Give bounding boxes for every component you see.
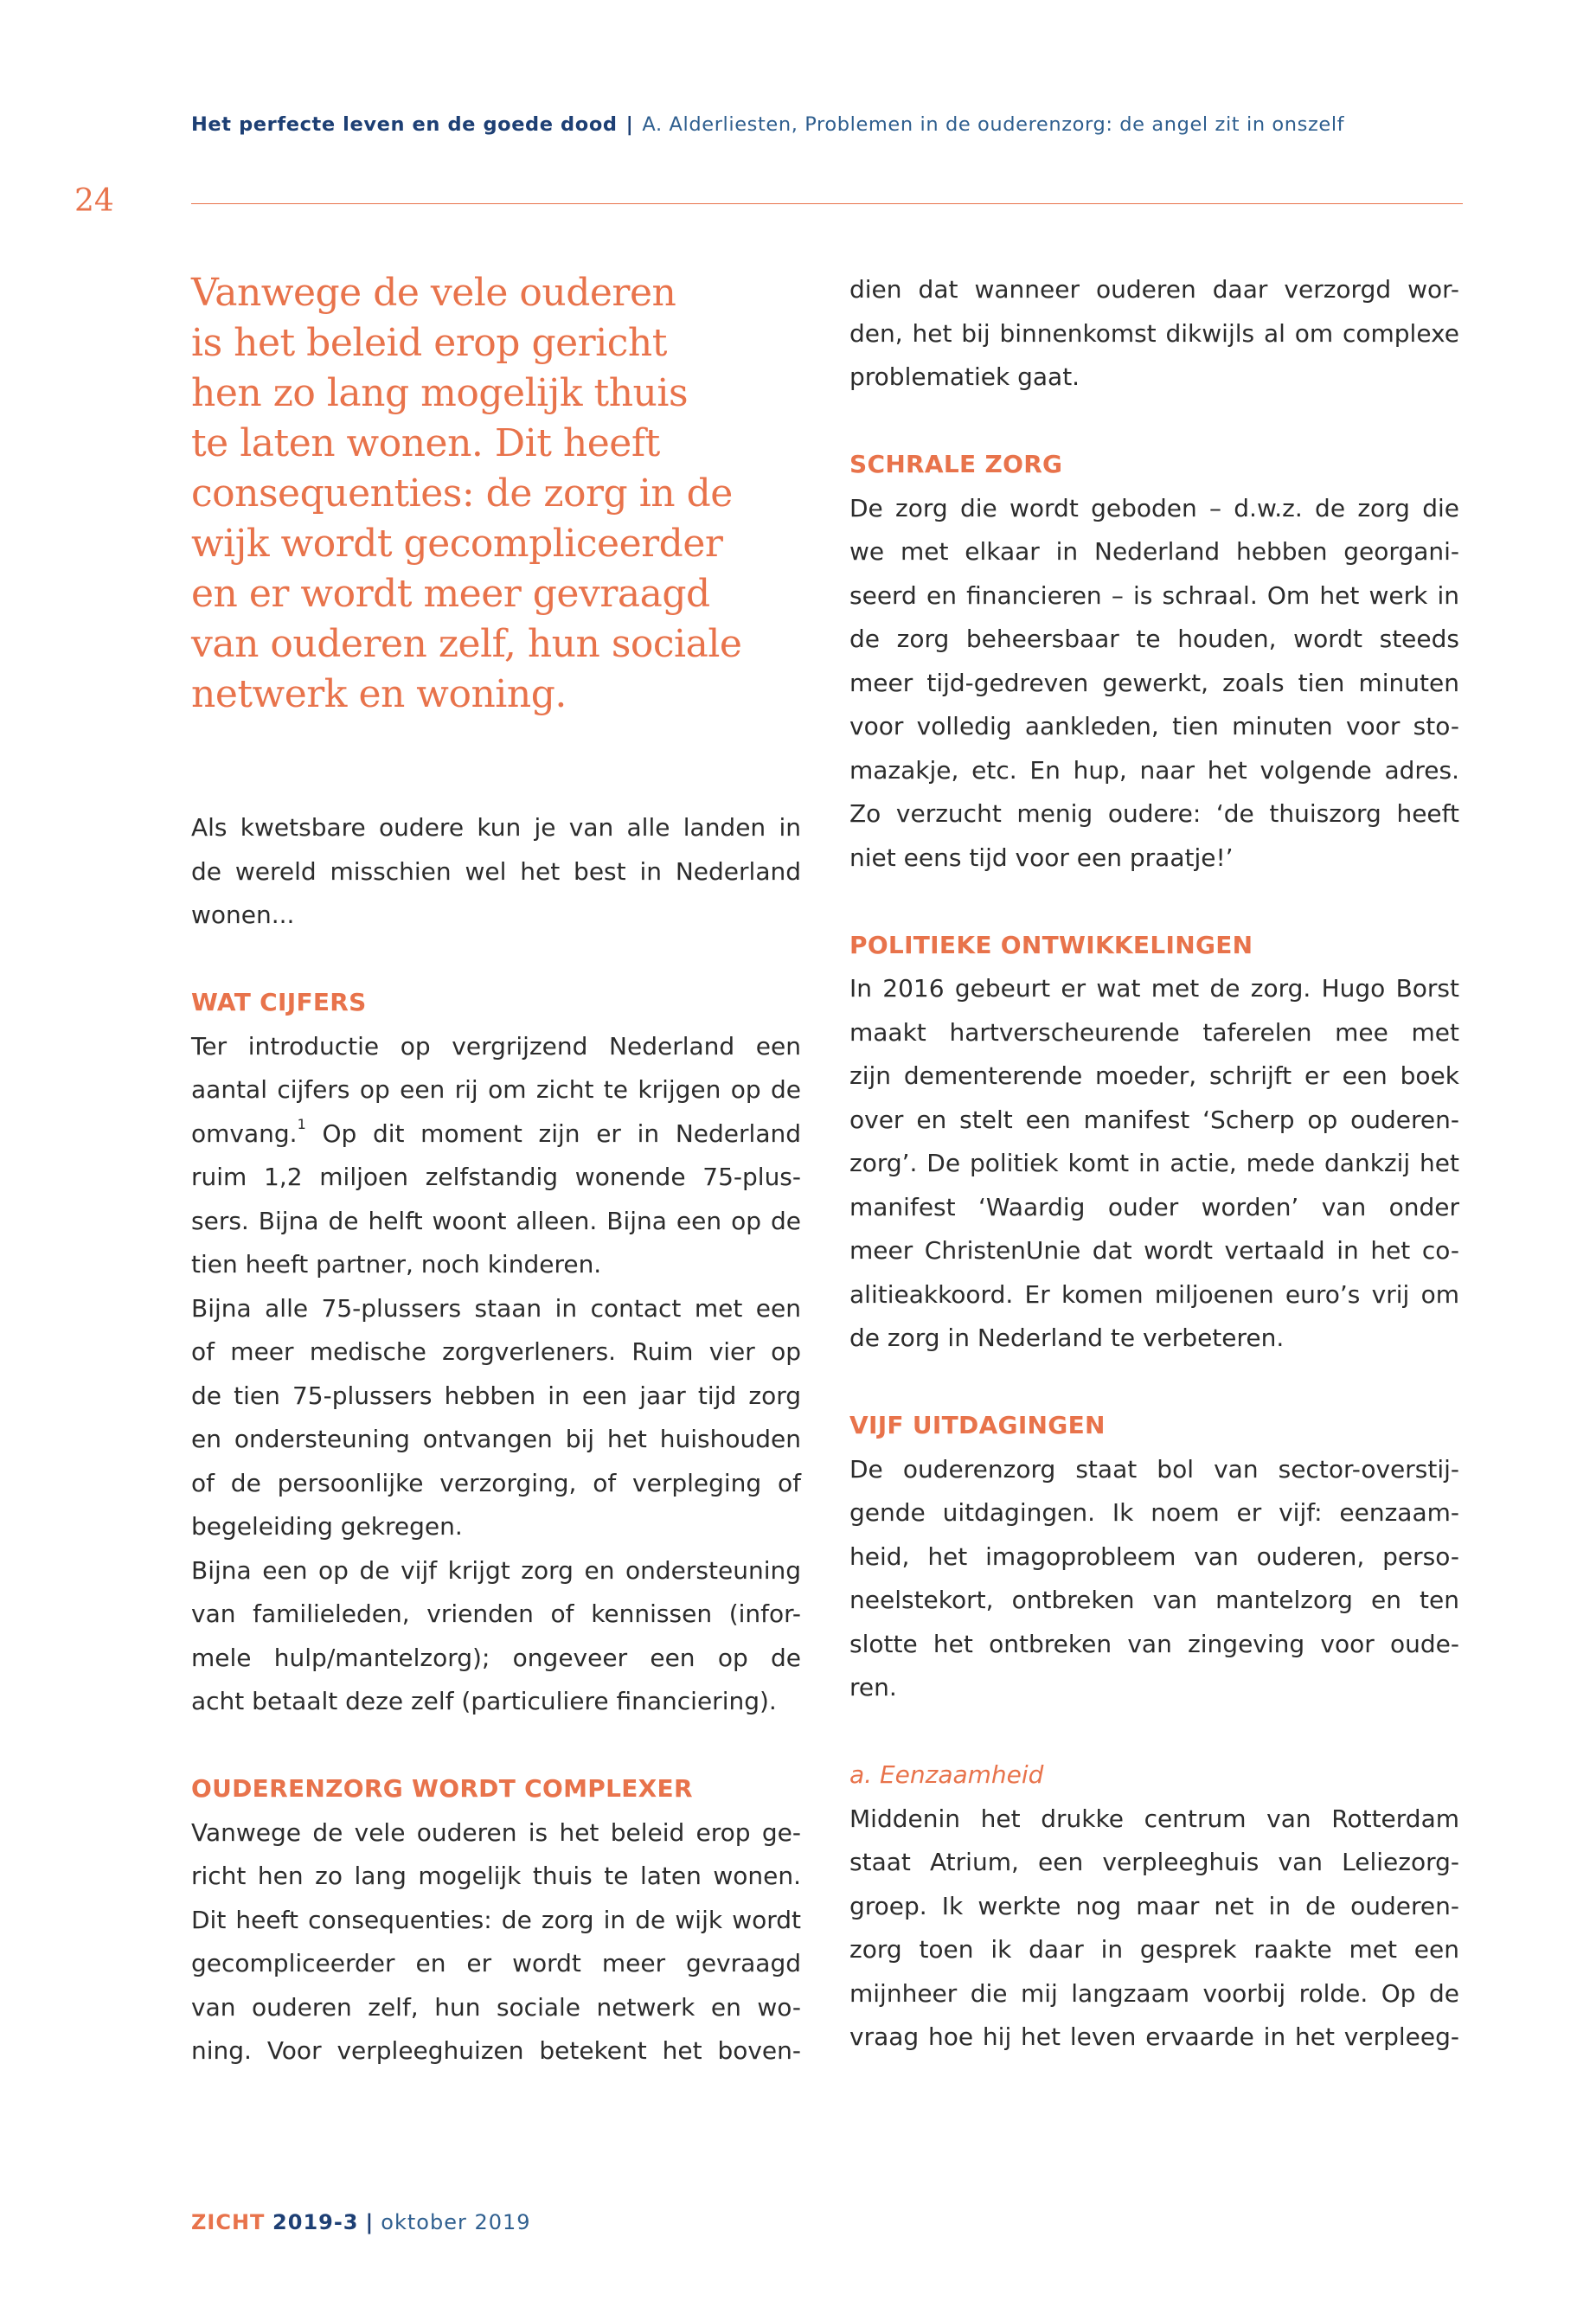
pullquote-line: netwerk en woning.: [191, 672, 567, 716]
footer-separator: |: [365, 2210, 375, 2234]
issue-number: 2019-3: [272, 2210, 359, 2234]
page-number: 24: [74, 183, 114, 219]
pullquote: [191, 268, 801, 720]
text-line: meer tijd-gedreven gewerkt, zoals tien minuten: [849, 668, 1459, 697]
left-column: [191, 268, 801, 2073]
text-line: van ouderen zelf, hun sociale netwerk en wo-: [191, 1992, 801, 2022]
header-separator: |: [625, 113, 634, 136]
text-line: alitieakkoord. Er komen miljoenen euro’s vrij om: [849, 1279, 1459, 1309]
pullquote-line: en er wordt meer gevraagd: [191, 572, 710, 616]
text-line: ren.: [849, 1673, 897, 1702]
pullquote-line: consequenties: de zorg in de: [191, 471, 733, 516]
text-line: zorg toen ik daar in gesprek raakte met een: [849, 1935, 1459, 1964]
text-line: of de persoonlijke verzorging, of verpleging of: [191, 1468, 801, 1497]
text-line: over en stelt een manifest ‘Scherp op ouderen-: [849, 1105, 1459, 1134]
wat-cijfers-paragraph-3: [191, 1549, 801, 1724]
text-line: Dit heeft consequenties: de zorg in de wijk wordt: [191, 1905, 801, 1934]
text-line: voor volledig aankleden, tien minuten voor sto-: [849, 712, 1459, 740]
text-line: sers. Bijna de helft woont alleen. Bijna een op de: [191, 1206, 801, 1235]
text-line: meer ChristenUnie dat wordt vertaald in het co-: [849, 1236, 1459, 1265]
text-line: wonen...: [191, 901, 295, 929]
text-line: of meer medische zorgverleners. Ruim vier op: [191, 1337, 801, 1366]
header-rule: [191, 203, 1463, 204]
issue-date: oktober 2019: [381, 2210, 531, 2234]
vijf-uitdagingen-paragraph: [849, 1448, 1459, 1710]
text-line: de zorg in Nederland te verbeteren.: [849, 1324, 1285, 1352]
pullquote-line: te laten wonen. Dit heeft: [191, 421, 660, 465]
text-line: zijn dementerende moeder, schrijft er een boek: [849, 1061, 1459, 1090]
text-line: gecompliceerder en er wordt meer gevraagd: [191, 1949, 801, 1977]
text-line: omvang.$^1$ Op dit moment zijn er in Nederland: [191, 1116, 801, 1148]
text-line: Vanwege de vele ouderen is het beleid erop ge-: [191, 1817, 801, 1847]
text-line: tien heeft partner, noch kinderen.: [191, 1250, 602, 1279]
text-line: maakt hartverscheurende taferelen mee met: [849, 1017, 1459, 1047]
text-line: heid, het imagoprobleem van ouderen, perso-: [849, 1541, 1459, 1571]
text-line: staat Atrium, een verpleeghuis van Leliezorg-: [849, 1848, 1459, 1876]
text-line: van familieleden, vrienden of kennissen (infor-: [191, 1599, 801, 1628]
wat-cijfers-paragraph-2: [191, 1287, 801, 1549]
text-line: vraag hoe hij het leven ervaarde in het verpleeg-: [849, 2022, 1459, 2051]
magazine-name: ZICHT: [191, 2210, 266, 2234]
text-line: zorg’. De politiek komt in actie, mede dankzij het: [849, 1149, 1459, 1177]
text-line: manifest ‘Waardig ouder worden’ van onder: [849, 1192, 1459, 1221]
text-line: de tien 75-plussers hebben in een jaar tijd zorg: [191, 1381, 801, 1410]
pullquote-line: van ouderen zelf, hun sociale: [191, 622, 742, 666]
text-line: Bijna een op de vijf krijgt zorg en ondersteuning: [191, 1555, 801, 1585]
text-line: ruim 1,2 miljoen zelfstandig wonende 75-plus-: [191, 1163, 801, 1191]
text-line: slotte het ontbreken van zingeving voor oude-: [849, 1629, 1459, 1658]
text-line: mijnheer die mij langzaam voorbij rolde. Op de: [849, 1978, 1459, 2008]
text-line: dien dat wanneer ouderen daar verzorgd wor-: [849, 275, 1459, 304]
text-line: seerd en financieren – is schraal. Om het werk in: [849, 580, 1459, 610]
pullquote-line: hen zo lang mogelijk thuis: [191, 371, 689, 415]
text-line: we met elkaar in Nederland hebben georgani-: [849, 537, 1459, 566]
eenzaamheid-paragraph: [849, 1798, 1459, 2060]
footnote-marker: 1: [297, 1116, 306, 1133]
text-line: Bijna alle 75-plussers staan in contact met een: [191, 1293, 801, 1323]
complexer-paragraph: [191, 1811, 801, 2073]
text-line: Als kwetsbare oudere kun je van alle landen in: [191, 813, 801, 842]
text-line: In 2016 gebeurt er wat met de zorg. Hugo Borst: [849, 974, 1459, 1003]
text-line: acht betaalt deze zelf (particuliere financiering).: [191, 1687, 777, 1715]
text-line: problematiek gaat.: [849, 362, 1080, 391]
pullquote-line: Vanwege de vele ouderen: [191, 271, 676, 315]
intro-paragraph: [191, 806, 801, 938]
text-line: de wereld misschien wel het best in Nederland: [191, 856, 801, 886]
text-line: mazakje, etc. En hup, naar het volgende adres.: [849, 755, 1459, 785]
text-line: Zo verzucht menig oudere: ‘de thuiszorg heeft: [849, 799, 1459, 828]
text-line: begeleiding gekregen.: [191, 1512, 463, 1541]
text-line: en ondersteuning ontvangen bij het huishouden: [191, 1425, 801, 1453]
text-line: De zorg die wordt geboden – d.w.z. de zorg die: [849, 493, 1459, 522]
pullquote-line: wijk wordt gecompliceerder: [191, 522, 723, 566]
text-line: den, het bij binnenkomst dikwijls al om complexe: [849, 318, 1459, 348]
page-footer: [191, 2210, 531, 2234]
article-subtitle: A. Alderliesten, Problemen in de ouderenzorg: de angel zit in onszelf: [642, 113, 1345, 136]
continuation-paragraph: [849, 268, 1459, 400]
text-line: aantal cijfers op een rij om zicht te krijgen op de: [191, 1075, 801, 1104]
section-heading-complexer: OUDERENZORG WORDT COMPLEXER: [191, 1774, 693, 1803]
section-heading-politieke: POLITIEKE ONTWIKKELINGEN: [849, 930, 1253, 959]
section-heading-schrale-zorg: SCHRALE ZORG: [849, 450, 1063, 478]
text-line: ning. Voor verpleeghuizen betekent het boven-: [191, 2036, 801, 2065]
text-line: niet eens tijd voor een praatje!’: [849, 843, 1234, 872]
text-line: de zorg beheersbaar te houden, wordt steeds: [849, 625, 1459, 653]
section-heading-vijf-uitdagingen: VIJF UITDAGINGEN: [849, 1411, 1106, 1439]
text-line: mele hulp/mantelzorg); ongeveer een op de: [191, 1643, 801, 1672]
wat-cijfers-paragraph-1: [191, 1025, 801, 1287]
running-header: [191, 113, 1463, 136]
section-heading-wat-cijfers: WAT CIJFERS: [191, 988, 367, 1016]
politieke-paragraph: [849, 967, 1459, 1361]
text-line: De ouderenzorg staat bol van sector-overstij-: [849, 1454, 1459, 1484]
subsection-heading-eenzaamheid: a. Eenzaamheid: [849, 1760, 1044, 1789]
journal-section-title: Het perfecte leven en de goede dood: [191, 113, 618, 136]
right-column: [849, 268, 1459, 2060]
pullquote-line: is het beleid erop gericht: [191, 321, 667, 365]
text-line: groep. Ik werkte nog maar net in de ouderen-: [849, 1891, 1459, 1920]
text-line: Middenin het drukke centrum van Rotterdam: [849, 1804, 1459, 1833]
text-line: neelstekort, ontbreken van mantelzorg en ten: [849, 1586, 1459, 1614]
text-line: Ter introductie op vergrijzend Nederland een: [191, 1031, 801, 1061]
schrale-zorg-paragraph: [849, 487, 1459, 881]
text-line: gende uitdagingen. Ik noem er vijf: eenzaam-: [849, 1498, 1459, 1527]
text-line: richt hen zo lang mogelijk thuis te laten wonen.: [191, 1862, 801, 1890]
